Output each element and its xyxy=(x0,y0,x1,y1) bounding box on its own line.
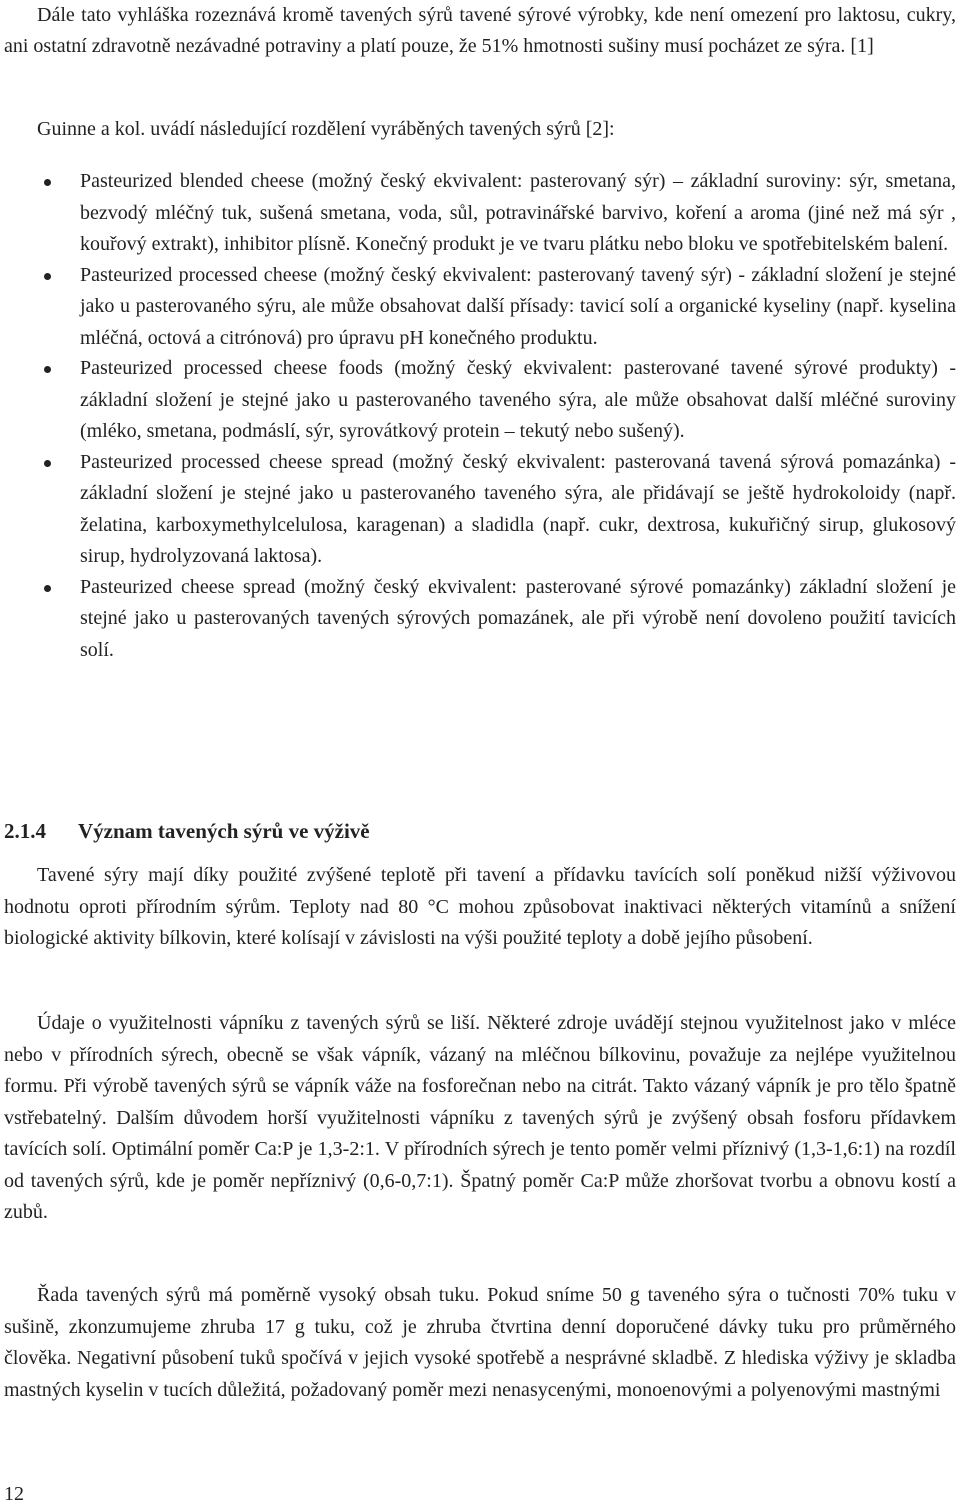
nutrition-paragraph: Tavené sýry mají díky použité zvýšené teplotě při tavení a přídavku tavících solí poněkud nižší výživovou hodnotu oproti přírodním sýrům. Teploty nad 80 °C mohou způsobovat inaktivaci některých vitamínů a snížení biologické aktivity bílkovin, které kolísají v závislosti na výši použité teploty a době jejího působení. xyxy=(4,864,956,949)
list-item xyxy=(4,260,956,355)
section-number: 2.1.4 xyxy=(4,819,46,843)
section-heading xyxy=(4,815,956,847)
list-item xyxy=(4,447,956,573)
cheese-type-list xyxy=(4,166,956,665)
list-item-text: Pasteurized processed cheese spread (možný český ekvivalent: pasterovaná tavená sýrová pomazánka) - základní složení je stejné jako u pasterovaného taveného sýra, ale přidávají se ještě hydrokoloidy (např. želatina, karboxymethylcelulosa, karagenan) a sladidla (např. cukr, dextrosa, kukuřičný sirup, glukosový sirup, hydrolyzovaná laktosa). xyxy=(80,450,956,567)
bullet-icon xyxy=(44,460,51,467)
bullet-icon xyxy=(44,366,51,373)
bullet-icon xyxy=(44,585,51,592)
list-item xyxy=(4,572,956,667)
list-item-text: Pasteurized processed cheese foods (možný český ekvivalent: pasterované tavené sýrové produkty) - základní složení je stejné jako u pasterovaného taveného sýra, ale může obsahovat další mléčné suroviny (mléko, smetana, podmáslí, sýr, syrovátkový protein – tekutý nebo sušený). xyxy=(80,357,956,442)
list-item xyxy=(4,166,956,261)
fat-paragraph: Řada tavených sýrů má poměrně vysoký obsah tuku. Pokud sníme 50 g taveného sýra o tučnosti 70% tuku v sušině, zkonzumujeme zhruba 17 g tuku, což je zhruba čtvrtina denní doporučené dávky tuku pro průměrného člověka. Negativní působení tuků spočívá v jejich vysoké spotřebě a nesprávné skladbě. Z hlediska výživy je skladba mastných kyselin v tucích důležitá, požadovaný poměr mezi nenasycenými, monoenovými a polyenovými mastnými xyxy=(4,1284,956,1401)
list-item-text: Pasteurized processed cheese (možný český ekvivalent: pasterovaný tavený sýr) - základní složení je stejné jako u pasterovaného sýru, ale může obsahovat další přísady: tavicí solí a organické kyseliny (např. kyselina mléčná, octová a citrónová) pro úpravu pH konečného produktu. xyxy=(80,263,956,349)
bullet-icon xyxy=(44,179,51,186)
page-number: 12 xyxy=(4,1483,24,1505)
list-item-text: Pasteurized blended cheese (možný český ekvivalent: pasterovaný sýr) – základní suroviny: sýr, smetana, bezvodý mléčný tuk, sušená smetana, voda, sůl, potravinářské barvivo, koření a aroma (jiné než má sýr , kouřový extrakt), inhibitor plísně. Konečný produkt je ve tvaru plátku nebo bloku ve spotřebitelském balení. xyxy=(80,170,956,255)
calcium-paragraph: Údaje o využitelnosti vápníku z tavených sýrů se liší. Některé zdroje uvádějí stejnou využitelnost jako v mléce nebo v přírodních sýrech, obecně se však vápník, vázaný na mléčnou bílkovinu, považuje za nejlépe využitelnou formu. Při výrobě tavených sýrů se vápník váže na fosforečnan nebo na citrát. Takto vázaný vápník je pro tělo špatně vstřebatelný. Dalším důvodem horší využitelnosti vápníku z tavených sýrů je zvýšený obsah fosforu přídavkem tavících solí. Optimální poměr Ca:P je 1,3-2:1. V přírodních sýrech je tento poměr velmi příznivý (1,3-1,6:1) na rozdíl od tavených sýrů, kde je poměr nepříznivý (0,6-0,7:1). Špatný poměr Ca:P může zhoršovat tvorbu a obnovu kostí a zubů. xyxy=(4,1012,956,1223)
classification-intro-paragraph: Guinne a kol. uvádí následující rozdělení vyráběných tavených sýrů [2]: xyxy=(37,118,615,140)
intro-paragraph: Dále tato vyhláška rozeznává kromě tavených sýrů tavené sýrové výrobky, kde není omezení pro laktosu, cukry, ani ostatní zdravotně nezávadné potraviny a platí pouze, že 51% hmotnosti sušiny musí pocházet ze sýra. [1] xyxy=(4,4,956,57)
bullet-icon xyxy=(44,273,51,280)
list-item xyxy=(4,353,956,448)
list-item-text: Pasteurized cheese spread (možný český ekvivalent: pasterované sýrové pomazánky) základní složení je stejné jako u pasterovaných tavených sýrových pomazánek, ale při výrobě není dovoleno použití tavicích solí. xyxy=(80,575,956,661)
section-title: Význam tavených sýrů ve výživě xyxy=(78,819,370,843)
